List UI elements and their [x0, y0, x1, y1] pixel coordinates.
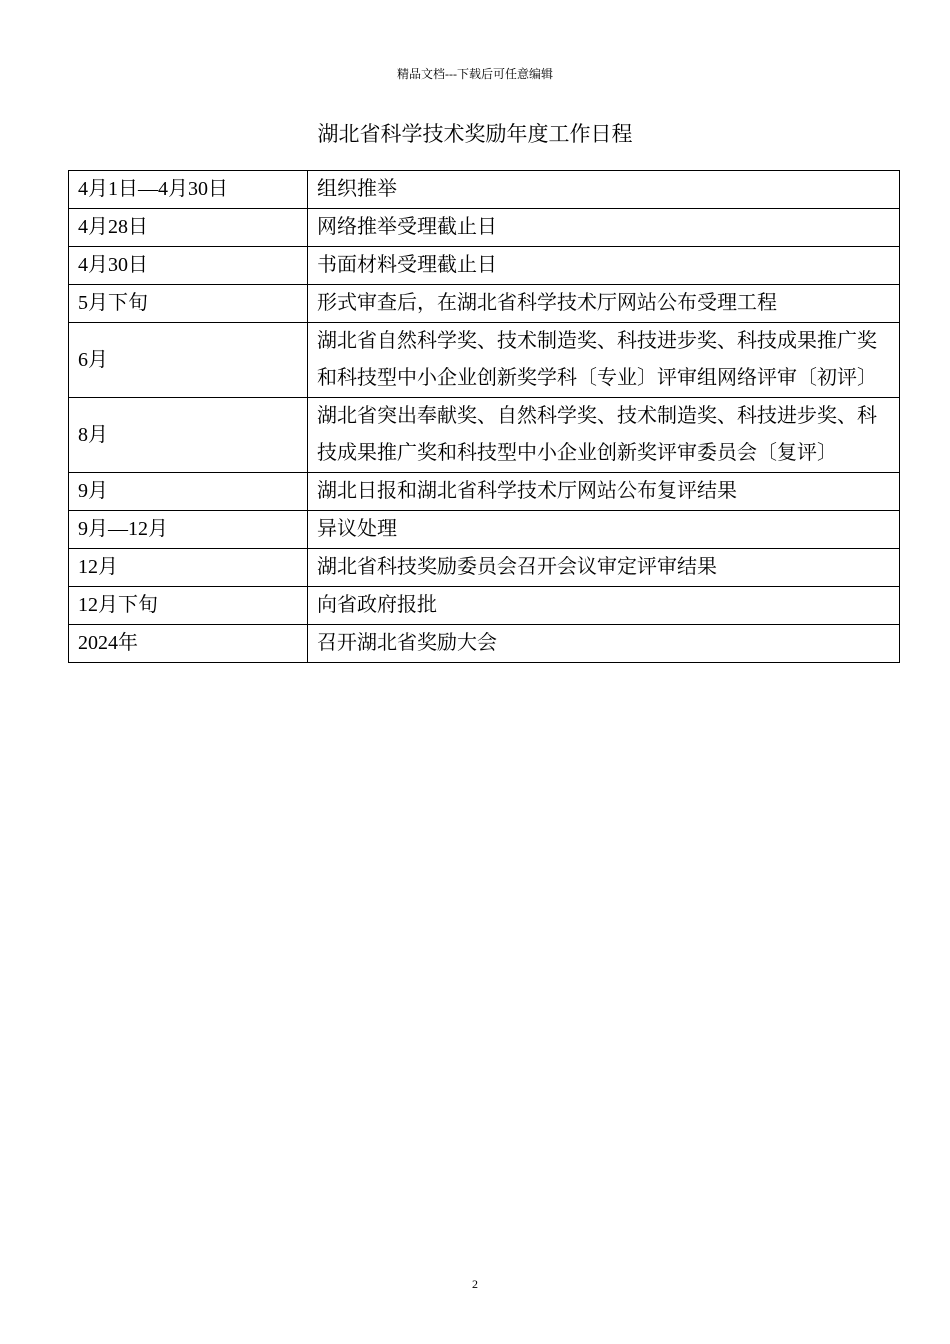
table-row — [69, 511, 900, 549]
task-cell: 湖北日报和湖北省科学技术厅网站公布复评结果 — [308, 473, 900, 511]
table-row — [69, 587, 900, 625]
date-cell: 9月—12月 — [69, 511, 308, 549]
date-cell: 8月 — [69, 398, 308, 473]
task-cell: 湖北省突出奉献奖、自然科学奖、技术制造奖、科技进步奖、科技成果推广奖和科技型中小企业创新奖评审委员会〔复评〕 — [308, 398, 900, 473]
task-cell: 湖北省科技奖励委员会召开会议审定评审结果 — [308, 549, 900, 587]
table-row — [69, 549, 900, 587]
date-cell: 12月下旬 — [69, 587, 308, 625]
table-row — [69, 625, 900, 663]
page-header: 精品文档---下载后可任意编辑 — [397, 67, 553, 81]
date-cell: 5月下旬 — [69, 285, 308, 323]
table-row — [69, 171, 900, 209]
date-cell: 2024年 — [69, 625, 308, 663]
date-cell: 4月28日 — [69, 209, 308, 247]
schedule-table — [68, 170, 900, 663]
task-cell: 异议处理 — [308, 511, 900, 549]
table-row — [69, 323, 900, 398]
task-cell: 形式审查后，在湖北省科学技术厅网站公布受理工程 — [308, 285, 900, 323]
table-row — [69, 473, 900, 511]
task-cell: 召开湖北省奖励大会 — [308, 625, 900, 663]
table-row — [69, 247, 900, 285]
task-cell: 向省政府报批 — [308, 587, 900, 625]
table-row — [69, 285, 900, 323]
date-cell: 4月1日—4月30日 — [69, 171, 308, 209]
date-cell: 6月 — [69, 323, 308, 398]
date-cell: 12月 — [69, 549, 308, 587]
task-cell: 组织推举 — [308, 171, 900, 209]
table-row — [69, 209, 900, 247]
task-cell: 湖北省自然科学奖、技术制造奖、科技进步奖、科技成果推广奖和科技型中小企业创新奖学科〔专业〕评审组网络评审〔初评〕 — [308, 323, 900, 398]
document-title: 湖北省科学技术奖励年度工作日程 — [317, 122, 633, 146]
table-row — [69, 398, 900, 473]
page-number: 2 — [472, 1277, 478, 1291]
task-cell: 网络推举受理截止日 — [308, 209, 900, 247]
task-cell: 书面材料受理截止日 — [308, 247, 900, 285]
date-cell: 4月30日 — [69, 247, 308, 285]
date-cell: 9月 — [69, 473, 308, 511]
